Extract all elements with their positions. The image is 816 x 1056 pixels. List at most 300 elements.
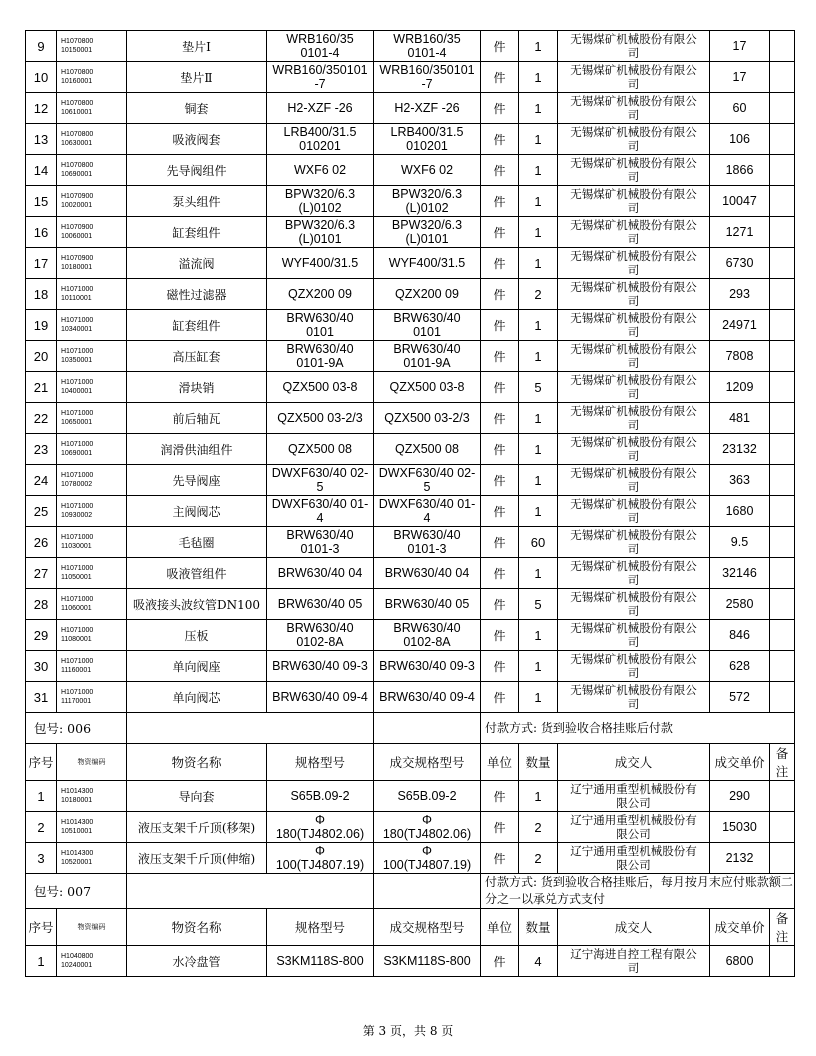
payment-terms: 付款方式: 货到验收合格挂账后，每月按月末应付账款额二分之一以承兑方式支付 xyxy=(481,874,795,909)
deal-spec-model: WRB160/35 0101-4 xyxy=(374,31,481,62)
header-row xyxy=(26,909,795,946)
quantity: 1 xyxy=(519,781,558,812)
unit: 件 xyxy=(481,527,519,558)
table-row xyxy=(26,403,795,434)
material-code: H1070900 10060001 xyxy=(57,217,127,248)
spec-model: BRW630/40 09-3 xyxy=(267,651,374,682)
spec-model: S65B.09-2 xyxy=(267,781,374,812)
unit-price: 6800 xyxy=(710,946,770,977)
header-deal-spec-model: 成交规格型号 xyxy=(374,909,481,946)
package-row xyxy=(26,874,795,909)
row-seq: 13 xyxy=(26,124,57,155)
row-seq: 9 xyxy=(26,31,57,62)
row-seq: 2 xyxy=(26,812,57,843)
material-code: H1071000 10780002 xyxy=(57,465,127,496)
deal-spec-model: WRB160/350101 -7 xyxy=(374,62,481,93)
unit-price: 572 xyxy=(710,682,770,713)
remark xyxy=(770,620,795,651)
quantity: 1 xyxy=(519,620,558,651)
package-spacer xyxy=(374,713,481,744)
table-row xyxy=(26,124,795,155)
header-vendor: 成交人 xyxy=(558,744,710,781)
deal-spec-model: DWXF630/40 01- 4 xyxy=(374,496,481,527)
row-seq: 28 xyxy=(26,589,57,620)
material-code: H1014300 10180001 xyxy=(57,781,127,812)
unit: 件 xyxy=(481,589,519,620)
vendor: 无锡煤矿机械股份有限公 司 xyxy=(558,372,710,403)
quantity: 1 xyxy=(519,310,558,341)
row-seq: 27 xyxy=(26,558,57,589)
spec-model: BRW630/40 0102-8A xyxy=(267,620,374,651)
remark xyxy=(770,124,795,155)
spec-model: BRW630/40 04 xyxy=(267,558,374,589)
row-seq: 19 xyxy=(26,310,57,341)
header-quantity: 数量 xyxy=(519,909,558,946)
vendor: 无锡煤矿机械股份有限公 司 xyxy=(558,341,710,372)
material-code: H1071000 10350001 xyxy=(57,341,127,372)
spec-model: QZX500 03-8 xyxy=(267,372,374,403)
spec-model: Φ 180(TJ4802.06) xyxy=(267,812,374,843)
material-name: 垫片Ⅰ xyxy=(127,31,267,62)
unit: 件 xyxy=(481,155,519,186)
header-remark: 备注 xyxy=(770,909,795,946)
material-name: 泵头组件 xyxy=(127,186,267,217)
table-row xyxy=(26,843,795,874)
material-name: 水冷盘管 xyxy=(127,946,267,977)
row-seq: 14 xyxy=(26,155,57,186)
unit: 件 xyxy=(481,62,519,93)
spec-model: BRW630/40 0101 xyxy=(267,310,374,341)
table-row xyxy=(26,310,795,341)
remark xyxy=(770,558,795,589)
unit: 件 xyxy=(481,496,519,527)
table-row xyxy=(26,496,795,527)
quantity: 1 xyxy=(519,62,558,93)
table-row xyxy=(26,62,795,93)
remark xyxy=(770,434,795,465)
material-code: H1070800 10610001 xyxy=(57,93,127,124)
table-row xyxy=(26,217,795,248)
table-row xyxy=(26,682,795,713)
vendor: 无锡煤矿机械股份有限公 司 xyxy=(558,434,710,465)
unit: 件 xyxy=(481,682,519,713)
unit: 件 xyxy=(481,946,519,977)
remark xyxy=(770,279,795,310)
table-row xyxy=(26,781,795,812)
header-unit: 单位 xyxy=(481,744,519,781)
row-seq: 24 xyxy=(26,465,57,496)
deal-spec-model: QZX500 08 xyxy=(374,434,481,465)
unit-price: 1271 xyxy=(710,217,770,248)
table-row xyxy=(26,248,795,279)
row-seq: 12 xyxy=(26,93,57,124)
vendor: 辽宁通用重型机械股份有 限公司 xyxy=(558,843,710,874)
unit-price: 23132 xyxy=(710,434,770,465)
unit: 件 xyxy=(481,843,519,874)
row-seq: 16 xyxy=(26,217,57,248)
unit-price: 17 xyxy=(710,31,770,62)
procurement-table xyxy=(25,30,795,977)
header-remark: 备注 xyxy=(770,744,795,781)
deal-spec-model: BPW320/6.3 (L)0101 xyxy=(374,217,481,248)
table-row xyxy=(26,620,795,651)
vendor: 无锡煤矿机械股份有限公 司 xyxy=(558,620,710,651)
deal-spec-model: BRW630/40 09-4 xyxy=(374,682,481,713)
material-code: H1071000 10930002 xyxy=(57,496,127,527)
material-code: H1071000 10650001 xyxy=(57,403,127,434)
quantity: 1 xyxy=(519,341,558,372)
quantity: 1 xyxy=(519,465,558,496)
deal-spec-model: BRW630/40 0102-8A xyxy=(374,620,481,651)
deal-spec-model: BRW630/40 0101 xyxy=(374,310,481,341)
package-spacer xyxy=(127,713,374,744)
deal-spec-model: LRB400/31.5 010201 xyxy=(374,124,481,155)
unit-price: 363 xyxy=(710,465,770,496)
unit: 件 xyxy=(481,31,519,62)
quantity: 1 xyxy=(519,217,558,248)
material-name: 先导阀座 xyxy=(127,465,267,496)
vendor: 无锡煤矿机械股份有限公 司 xyxy=(558,31,710,62)
deal-spec-model: BRW630/40 0101-9A xyxy=(374,341,481,372)
header-unit: 单位 xyxy=(481,909,519,946)
quantity: 1 xyxy=(519,558,558,589)
spec-model: DWXF630/40 01- 4 xyxy=(267,496,374,527)
vendor: 无锡煤矿机械股份有限公 司 xyxy=(558,558,710,589)
material-code: H1040800 10240001 xyxy=(57,946,127,977)
header-deal-spec-model: 成交规格型号 xyxy=(374,744,481,781)
vendor: 无锡煤矿机械股份有限公 司 xyxy=(558,496,710,527)
header-row-seq: 序号 xyxy=(26,744,57,781)
material-code: H1014300 10520001 xyxy=(57,843,127,874)
spec-model: BRW630/40 05 xyxy=(267,589,374,620)
remark xyxy=(770,62,795,93)
table-row xyxy=(26,155,795,186)
deal-spec-model: Φ 180(TJ4802.06) xyxy=(374,812,481,843)
material-name: 液压支架千斤顶(移架) xyxy=(127,812,267,843)
unit-price: 7808 xyxy=(710,341,770,372)
header-spec-model: 规格型号 xyxy=(267,909,374,946)
package-label: 包号: 007 xyxy=(26,874,127,909)
remark xyxy=(770,651,795,682)
table-row xyxy=(26,651,795,682)
header-unit-price: 成交单价 xyxy=(710,744,770,781)
unit: 件 xyxy=(481,372,519,403)
deal-spec-model: WXF6 02 xyxy=(374,155,481,186)
spec-model: S3KM118S-800 xyxy=(267,946,374,977)
table-row xyxy=(26,527,795,558)
unit-price: 2132 xyxy=(710,843,770,874)
row-seq: 18 xyxy=(26,279,57,310)
table-row xyxy=(26,186,795,217)
deal-spec-model: BPW320/6.3 (L)0102 xyxy=(374,186,481,217)
spec-model: BPW320/6.3 (L)0102 xyxy=(267,186,374,217)
row-seq: 22 xyxy=(26,403,57,434)
quantity: 1 xyxy=(519,93,558,124)
vendor: 无锡煤矿机械股份有限公 司 xyxy=(558,589,710,620)
material-code: H1070900 10180001 xyxy=(57,248,127,279)
unit: 件 xyxy=(481,186,519,217)
spec-model: H2-XZF -26 xyxy=(267,93,374,124)
vendor: 无锡煤矿机械股份有限公 司 xyxy=(558,124,710,155)
unit: 件 xyxy=(481,403,519,434)
material-name: 滑块销 xyxy=(127,372,267,403)
payment-terms: 付款方式: 货到验收合格挂账后付款 xyxy=(481,713,795,744)
material-name: 主阀阀芯 xyxy=(127,496,267,527)
unit: 件 xyxy=(481,434,519,465)
quantity: 2 xyxy=(519,843,558,874)
material-code: H1070800 10630001 xyxy=(57,124,127,155)
row-seq: 30 xyxy=(26,651,57,682)
material-name: 缸套组件 xyxy=(127,310,267,341)
quantity: 1 xyxy=(519,496,558,527)
remark xyxy=(770,781,795,812)
material-code: H1071000 10690001 xyxy=(57,434,127,465)
material-name: 吸液管组件 xyxy=(127,558,267,589)
material-name: 缸套组件 xyxy=(127,217,267,248)
remark xyxy=(770,946,795,977)
package-spacer xyxy=(127,874,374,909)
quantity: 1 xyxy=(519,682,558,713)
header-quantity: 数量 xyxy=(519,744,558,781)
spec-model: BRW630/40 09-4 xyxy=(267,682,374,713)
remark xyxy=(770,403,795,434)
unit-price: 106 xyxy=(710,124,770,155)
spec-model: BRW630/40 0101-3 xyxy=(267,527,374,558)
unit-price: 628 xyxy=(710,651,770,682)
spec-model: WXF6 02 xyxy=(267,155,374,186)
row-seq: 10 xyxy=(26,62,57,93)
header-material-name: 物资名称 xyxy=(127,909,267,946)
remark xyxy=(770,93,795,124)
unit: 件 xyxy=(481,781,519,812)
quantity: 2 xyxy=(519,279,558,310)
quantity: 60 xyxy=(519,527,558,558)
deal-spec-model: S65B.09-2 xyxy=(374,781,481,812)
unit: 件 xyxy=(481,812,519,843)
table-row xyxy=(26,341,795,372)
header-unit-price: 成交单价 xyxy=(710,909,770,946)
quantity: 5 xyxy=(519,372,558,403)
row-seq: 29 xyxy=(26,620,57,651)
header-row xyxy=(26,744,795,781)
material-code: H1071000 11080001 xyxy=(57,620,127,651)
material-code: H1071000 11170001 xyxy=(57,682,127,713)
unit-price: 6730 xyxy=(710,248,770,279)
unit: 件 xyxy=(481,341,519,372)
row-seq: 21 xyxy=(26,372,57,403)
unit: 件 xyxy=(481,93,519,124)
deal-spec-model: QZX500 03-2/3 xyxy=(374,403,481,434)
table-row xyxy=(26,465,795,496)
vendor: 辽宁通用重型机械股份有 限公司 xyxy=(558,812,710,843)
unit-price: 32146 xyxy=(710,558,770,589)
vendor: 无锡煤矿机械股份有限公 司 xyxy=(558,651,710,682)
vendor: 无锡煤矿机械股份有限公 司 xyxy=(558,465,710,496)
package-spacer xyxy=(374,874,481,909)
row-seq: 25 xyxy=(26,496,57,527)
unit-price: 293 xyxy=(710,279,770,310)
remark xyxy=(770,341,795,372)
quantity: 1 xyxy=(519,434,558,465)
material-code: H1014300 10510001 xyxy=(57,812,127,843)
deal-spec-model: BRW630/40 05 xyxy=(374,589,481,620)
row-seq: 1 xyxy=(26,946,57,977)
header-row-seq: 序号 xyxy=(26,909,57,946)
quantity: 1 xyxy=(519,31,558,62)
material-code: H1071000 11050001 xyxy=(57,558,127,589)
spec-model: WYF400/31.5 xyxy=(267,248,374,279)
material-name: 铜套 xyxy=(127,93,267,124)
table-row xyxy=(26,434,795,465)
remark xyxy=(770,812,795,843)
material-name: 吸液阀套 xyxy=(127,124,267,155)
spec-model: BPW320/6.3 (L)0101 xyxy=(267,217,374,248)
unit: 件 xyxy=(481,217,519,248)
row-seq: 23 xyxy=(26,434,57,465)
material-code: H1070800 10160001 xyxy=(57,62,127,93)
table-row xyxy=(26,558,795,589)
unit-price: 290 xyxy=(710,781,770,812)
deal-spec-model: Φ 100(TJ4807.19) xyxy=(374,843,481,874)
page-footer: 第 3 页，共 8 页 xyxy=(362,1024,454,1038)
quantity: 1 xyxy=(519,124,558,155)
quantity: 1 xyxy=(519,155,558,186)
deal-spec-model: QZX500 03-8 xyxy=(374,372,481,403)
material-code: H1071000 10110001 xyxy=(57,279,127,310)
spec-model: BRW630/40 0101-9A xyxy=(267,341,374,372)
unit-price: 846 xyxy=(710,620,770,651)
table-row xyxy=(26,589,795,620)
material-name: 吸液接头波纹管DN100 xyxy=(127,589,267,620)
table-row xyxy=(26,93,795,124)
material-name: 导向套 xyxy=(127,781,267,812)
deal-spec-model: H2-XZF -26 xyxy=(374,93,481,124)
remark xyxy=(770,310,795,341)
material-code: H1070800 10150001 xyxy=(57,31,127,62)
table-row xyxy=(26,812,795,843)
vendor: 辽宁通用重型机械股份有 限公司 xyxy=(558,781,710,812)
header-material-code: 物资编码 xyxy=(57,744,127,781)
unit-price: 17 xyxy=(710,62,770,93)
vendor: 无锡煤矿机械股份有限公 司 xyxy=(558,248,710,279)
unit-price: 9.5 xyxy=(710,527,770,558)
quantity: 1 xyxy=(519,186,558,217)
package-row xyxy=(26,713,795,744)
quantity: 1 xyxy=(519,248,558,279)
vendor: 无锡煤矿机械股份有限公 司 xyxy=(558,93,710,124)
material-name: 垫片Ⅱ xyxy=(127,62,267,93)
unit-price: 1680 xyxy=(710,496,770,527)
unit-price: 10047 xyxy=(710,186,770,217)
material-code: H1070900 10020001 xyxy=(57,186,127,217)
spec-model: Φ 100(TJ4807.19) xyxy=(267,843,374,874)
spec-model: QZX500 03-2/3 xyxy=(267,403,374,434)
spec-model: QZX200 09 xyxy=(267,279,374,310)
remark xyxy=(770,217,795,248)
unit: 件 xyxy=(481,465,519,496)
unit-price: 60 xyxy=(710,93,770,124)
material-name: 先导阀组件 xyxy=(127,155,267,186)
deal-spec-model: BRW630/40 09-3 xyxy=(374,651,481,682)
remark xyxy=(770,496,795,527)
material-name: 毛毡圈 xyxy=(127,527,267,558)
unit: 件 xyxy=(481,620,519,651)
row-seq: 1 xyxy=(26,781,57,812)
vendor: 无锡煤矿机械股份有限公 司 xyxy=(558,310,710,341)
spec-model: DWXF630/40 02- 5 xyxy=(267,465,374,496)
unit-price: 24971 xyxy=(710,310,770,341)
remark xyxy=(770,372,795,403)
remark xyxy=(770,248,795,279)
deal-spec-model: WYF400/31.5 xyxy=(374,248,481,279)
row-seq: 20 xyxy=(26,341,57,372)
remark xyxy=(770,843,795,874)
remark xyxy=(770,527,795,558)
row-seq: 15 xyxy=(26,186,57,217)
remark xyxy=(770,155,795,186)
remark xyxy=(770,465,795,496)
unit-price: 1866 xyxy=(710,155,770,186)
row-seq: 17 xyxy=(26,248,57,279)
material-name: 前后轴瓦 xyxy=(127,403,267,434)
deal-spec-model: S3KM118S-800 xyxy=(374,946,481,977)
vendor: 无锡煤矿机械股份有限公 司 xyxy=(558,186,710,217)
material-name: 单向阀座 xyxy=(127,651,267,682)
vendor: 无锡煤矿机械股份有限公 司 xyxy=(558,527,710,558)
header-material-name: 物资名称 xyxy=(127,744,267,781)
material-name: 润滑供油组件 xyxy=(127,434,267,465)
unit: 件 xyxy=(481,248,519,279)
remark xyxy=(770,186,795,217)
table-row xyxy=(26,31,795,62)
unit: 件 xyxy=(481,651,519,682)
material-name: 溢流阀 xyxy=(127,248,267,279)
deal-spec-model: DWXF630/40 02- 5 xyxy=(374,465,481,496)
vendor: 无锡煤矿机械股份有限公 司 xyxy=(558,62,710,93)
row-seq: 26 xyxy=(26,527,57,558)
header-vendor: 成交人 xyxy=(558,909,710,946)
material-code: H1071000 11060001 xyxy=(57,589,127,620)
table-row xyxy=(26,946,795,977)
deal-spec-model: QZX200 09 xyxy=(374,279,481,310)
unit-price: 481 xyxy=(710,403,770,434)
deal-spec-model: BRW630/40 0101-3 xyxy=(374,527,481,558)
vendor: 无锡煤矿机械股份有限公 司 xyxy=(558,403,710,434)
vendor: 无锡煤矿机械股份有限公 司 xyxy=(558,279,710,310)
remark xyxy=(770,682,795,713)
spec-model: LRB400/31.5 010201 xyxy=(267,124,374,155)
vendor: 无锡煤矿机械股份有限公 司 xyxy=(558,155,710,186)
quantity: 4 xyxy=(519,946,558,977)
unit-price: 15030 xyxy=(710,812,770,843)
material-name: 高压缸套 xyxy=(127,341,267,372)
quantity: 5 xyxy=(519,589,558,620)
spec-model: QZX500 08 xyxy=(267,434,374,465)
unit: 件 xyxy=(481,310,519,341)
vendor: 无锡煤矿机械股份有限公 司 xyxy=(558,682,710,713)
material-code: H1071000 11160001 xyxy=(57,651,127,682)
quantity: 1 xyxy=(519,651,558,682)
unit-price: 2580 xyxy=(710,589,770,620)
unit-price: 1209 xyxy=(710,372,770,403)
remark xyxy=(770,31,795,62)
material-name: 单向阀芯 xyxy=(127,682,267,713)
table-row xyxy=(26,372,795,403)
unit: 件 xyxy=(481,124,519,155)
material-name: 压板 xyxy=(127,620,267,651)
material-name: 磁性过滤器 xyxy=(127,279,267,310)
material-code: H1071000 11030001 xyxy=(57,527,127,558)
